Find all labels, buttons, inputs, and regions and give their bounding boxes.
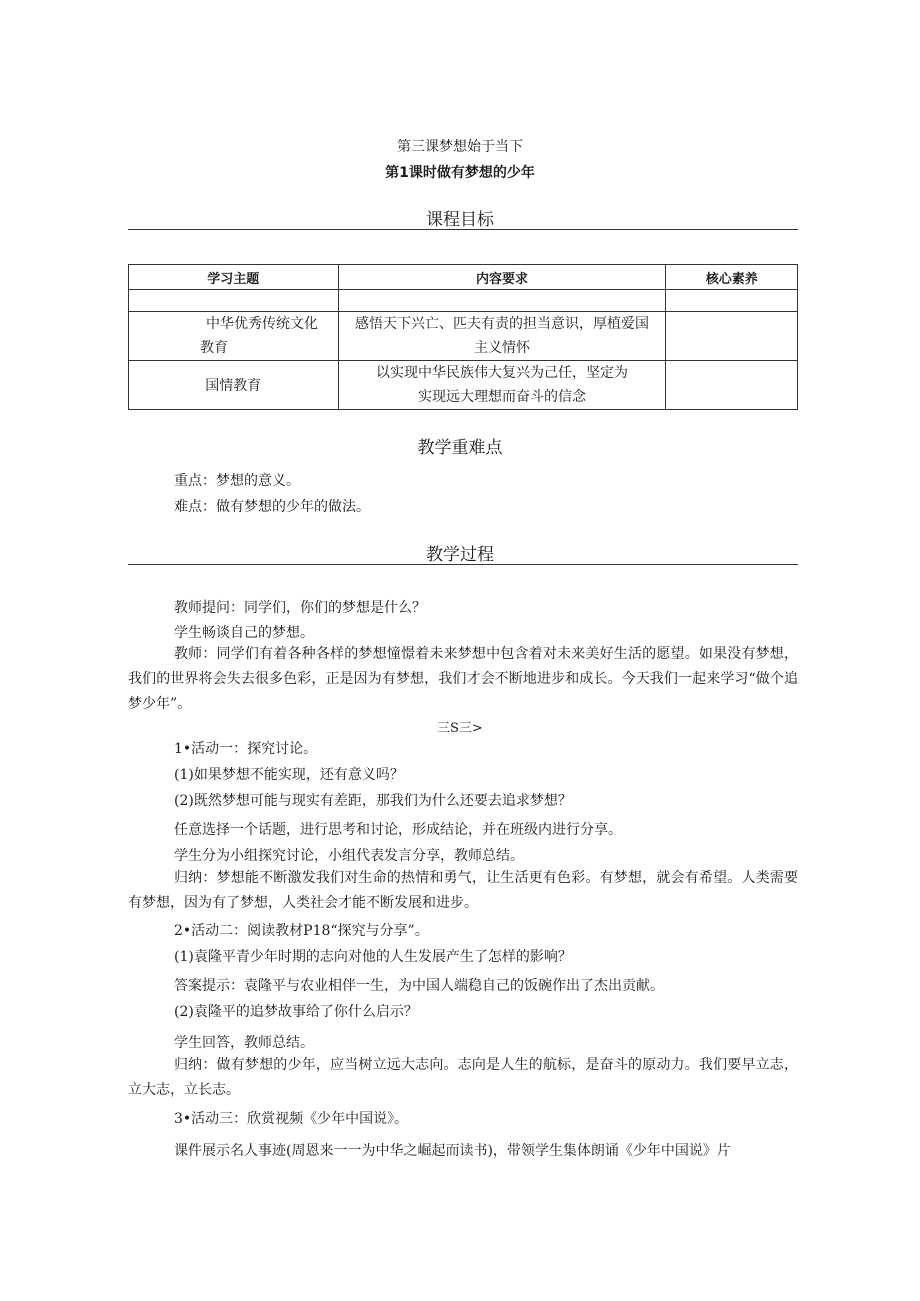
activity2-question1: (1)袁隆平青少年时期的志向对他的人生发展产生了怎样的影响？	[174, 949, 572, 965]
table-row	[129, 361, 798, 410]
activity2-hint: 答案提示：袁隆平与农业相伴一生，为中国人端稳自己的饭碗作出了杰出贡献。	[174, 978, 664, 994]
process-rule	[128, 564, 798, 565]
section-marker: 三S三>	[437, 721, 483, 736]
table-row-empty	[129, 290, 798, 312]
core-cell	[666, 361, 798, 410]
content-cell: 以实现中华民族伟大复兴为己任，坚定为 实现远大理想而奋斗的信念	[338, 361, 666, 410]
goals-rule	[128, 229, 798, 230]
activity3-title: 3•活动三：欣赏视频《少年中国说》。	[174, 1111, 409, 1127]
hard-point: 难点：做有梦想的少年的做法。	[174, 499, 370, 515]
lesson-title: 第三课梦想始于当下	[397, 139, 523, 155]
key-point: 重点：梦想的意义。	[174, 473, 300, 489]
core-cell	[666, 312, 798, 361]
activity1-summary: 归纳：梦想能不断激发我们对生命的热情和勇气，让生活更有色彩。有梦想，就会有希望。人类需要有梦想，因为有了梦想，人类社会才能不断发展和进步。	[128, 870, 798, 911]
period-title: 第1课时做有梦想的少年	[385, 165, 535, 181]
content-cell: 感悟天下兴亡、匹夫有责的担当意识，厚植爱国 主义情怀	[338, 312, 666, 361]
teacher-intro: 教师：同学们有着各种各样的梦想憧憬着未来梦想中包含着对未来美好生活的愿望。如果没有梦想，我们的世界将会失去很多色彩，正是因为有梦想，我们才会不断地进步和成长。今天我们一起来学习“做个追梦少年”。	[128, 646, 798, 712]
activity2-question2: (2)袁隆平的追梦故事给了你什么启示？	[174, 1004, 418, 1020]
activity1-task: 任意选择一个话题，进行思考和讨论，形成结论，并在班级内进行分享。	[174, 822, 622, 838]
activity1-question1: (1)如果梦想不能实现，还有意义吗？	[174, 767, 404, 783]
header-content: 内容要求	[338, 265, 666, 290]
student-talk: 学生畅谈自己的梦想。	[174, 625, 314, 641]
process-heading: 教学过程	[426, 545, 494, 565]
topic-cell: 国情教育	[129, 361, 339, 410]
header-topic: 学习主题	[129, 265, 339, 290]
header-core: 核心素养	[666, 265, 798, 290]
activity1-title: 1•活动一：探究讨论。	[174, 741, 318, 757]
activity1-group: 学生分为小组探究讨论，小组代表发言分享，教师总结。	[174, 848, 524, 864]
goals-heading: 课程目标	[426, 210, 494, 230]
activity2-title: 2•活动二：阅读教材P18“探究与分享”。	[174, 923, 429, 939]
table-header-row	[129, 265, 798, 290]
table-row	[129, 312, 798, 361]
activity2-summary: 归纳：做有梦想的少年，应当树立远大志向。志向是人生的航标，是奋斗的原动力。我们要早立志，立大志，立长志。	[128, 1057, 798, 1098]
activity2-answer: 学生回答，教师总结。	[174, 1035, 314, 1051]
teacher-question: 教师提问：同学们，你们的梦想是什么？	[174, 600, 426, 616]
goals-table	[128, 264, 798, 410]
activity1-question2: (2)既然梦想可能与现实有差距，那我们为什么还要去追求梦想？	[174, 793, 572, 809]
topic-cell: 中华优秀传统文化 教育	[129, 312, 339, 361]
activity3-desc: 课件展示名人事迹(周恩来一一为中华之崛起而读书)，带领学生集体朗诵《少年中国说》片	[174, 1143, 731, 1159]
difficulty-heading: 教学重难点	[417, 438, 503, 458]
